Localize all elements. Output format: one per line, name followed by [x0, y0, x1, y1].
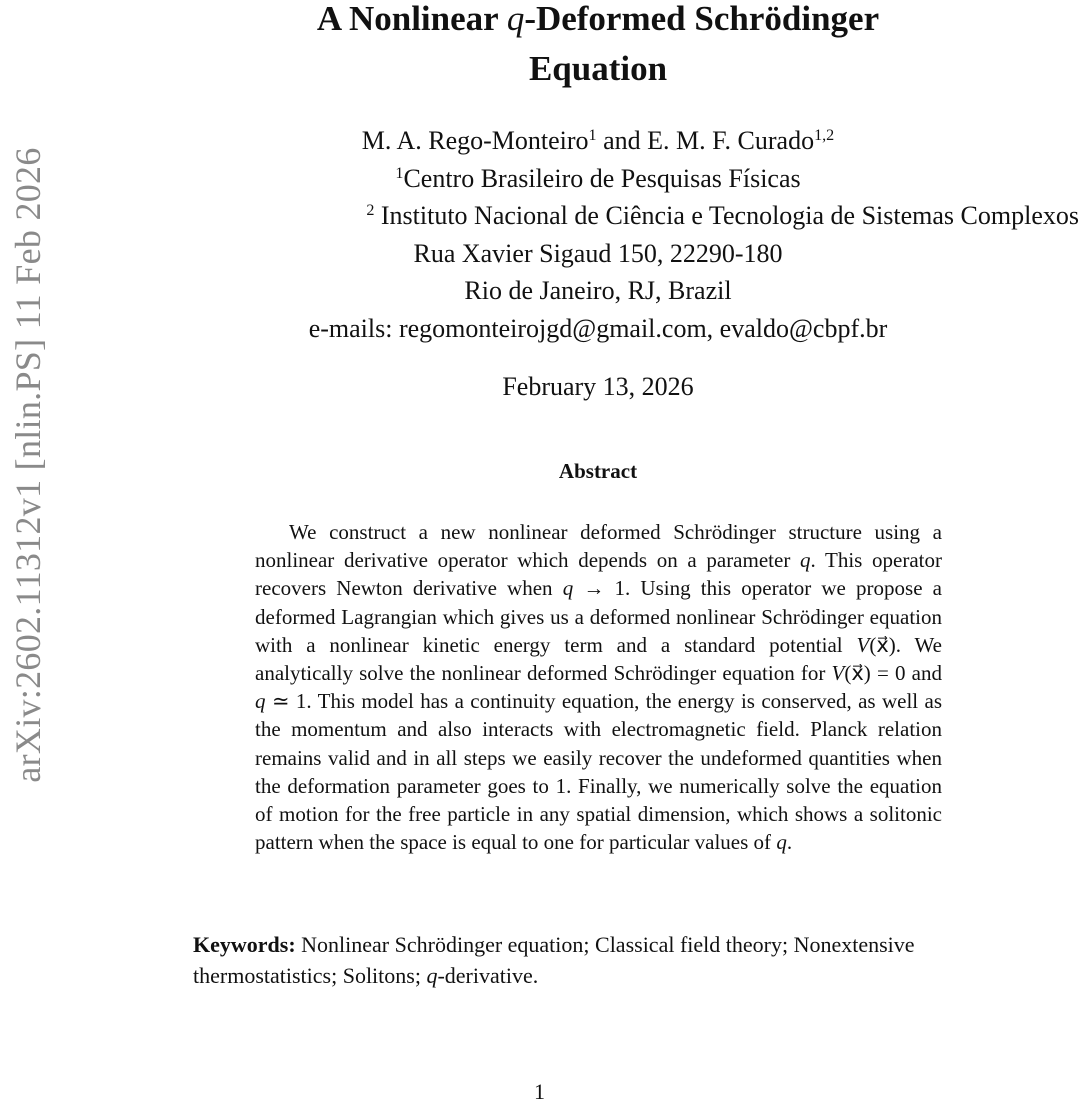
paper-title: [180, 0, 1016, 94]
affiliation-marker: 1,2: [814, 127, 835, 145]
paper-date: February 13, 2026: [502, 372, 694, 401]
author-list: M. A. Rego-Monteiro$^1$ and E. M. F. Curado$^{1,2}$: [361, 126, 835, 155]
author-name: E. M. F. Curado: [647, 126, 815, 155]
contact-emails: e-mails: regomonteirojgd@gmail.com, evaldo@cbpf.br: [308, 314, 888, 343]
affiliation-2: $^2$ Instituto Nacional de Ciência e Tecnologia de Sistemas Complexos: [366, 201, 1079, 230]
keywords: Keywords: Nonlinear Schrödinger equation; Classical field theory; Nonextensive thermostatistics; Solitons; q-derivative.: [193, 932, 915, 988]
author-name: M. A. Rego-Monteiro: [361, 126, 589, 155]
affiliation-marker: 1: [588, 127, 597, 145]
keywords-label: Keywords:: [193, 932, 296, 957]
page-number: 1: [534, 1079, 545, 1104]
title-line-1: A Nonlinear q-Deformed Schrödinger: [316, 0, 880, 38]
affiliation-city: Rio de Janeiro, RJ, Brazil: [464, 276, 732, 305]
affiliation-street: Rua Xavier Sigaud 150, 22290-180: [413, 239, 783, 268]
abstract-text: We construct a new nonlinear deformed Schrödinger structure using a nonlinear derivative operator which depends on a parameter q. This operator recovers Newton derivative when q → 1. Using this operator we propose a deformed Lagrangian which gives us a deformed nonlinear Schrödinger equation with a nonlinear kinetic energy term and a standard potential V(x⃗). We analytically solve the nonlinear deformed Schrödinger equation for V(x⃗) = 0 and q ≃ 1. This model has a continuity equation, the energy is conserved, as well as the momentum and also interacts with electromagnetic field. Planck relation remains valid and in all steps we easily recover the undeformed quantities when the deformation parameter goes to 1. Finally, we numerically solve the equation of motion for the free particle in any spatial dimension, which shows a solitonic pattern when the space is equal to one for particular values of q.: [255, 520, 942, 855]
abstract-heading: Abstract: [558, 459, 638, 483]
arxiv-identifier: arXiv:2602.11312v1 [nlin.PS] 11 Feb 2026: [8, 147, 48, 783]
affiliation-1: $^1$Centro Brasileiro de Pesquisas Físicas: [395, 164, 801, 193]
title-line-2: Equation: [528, 49, 668, 88]
